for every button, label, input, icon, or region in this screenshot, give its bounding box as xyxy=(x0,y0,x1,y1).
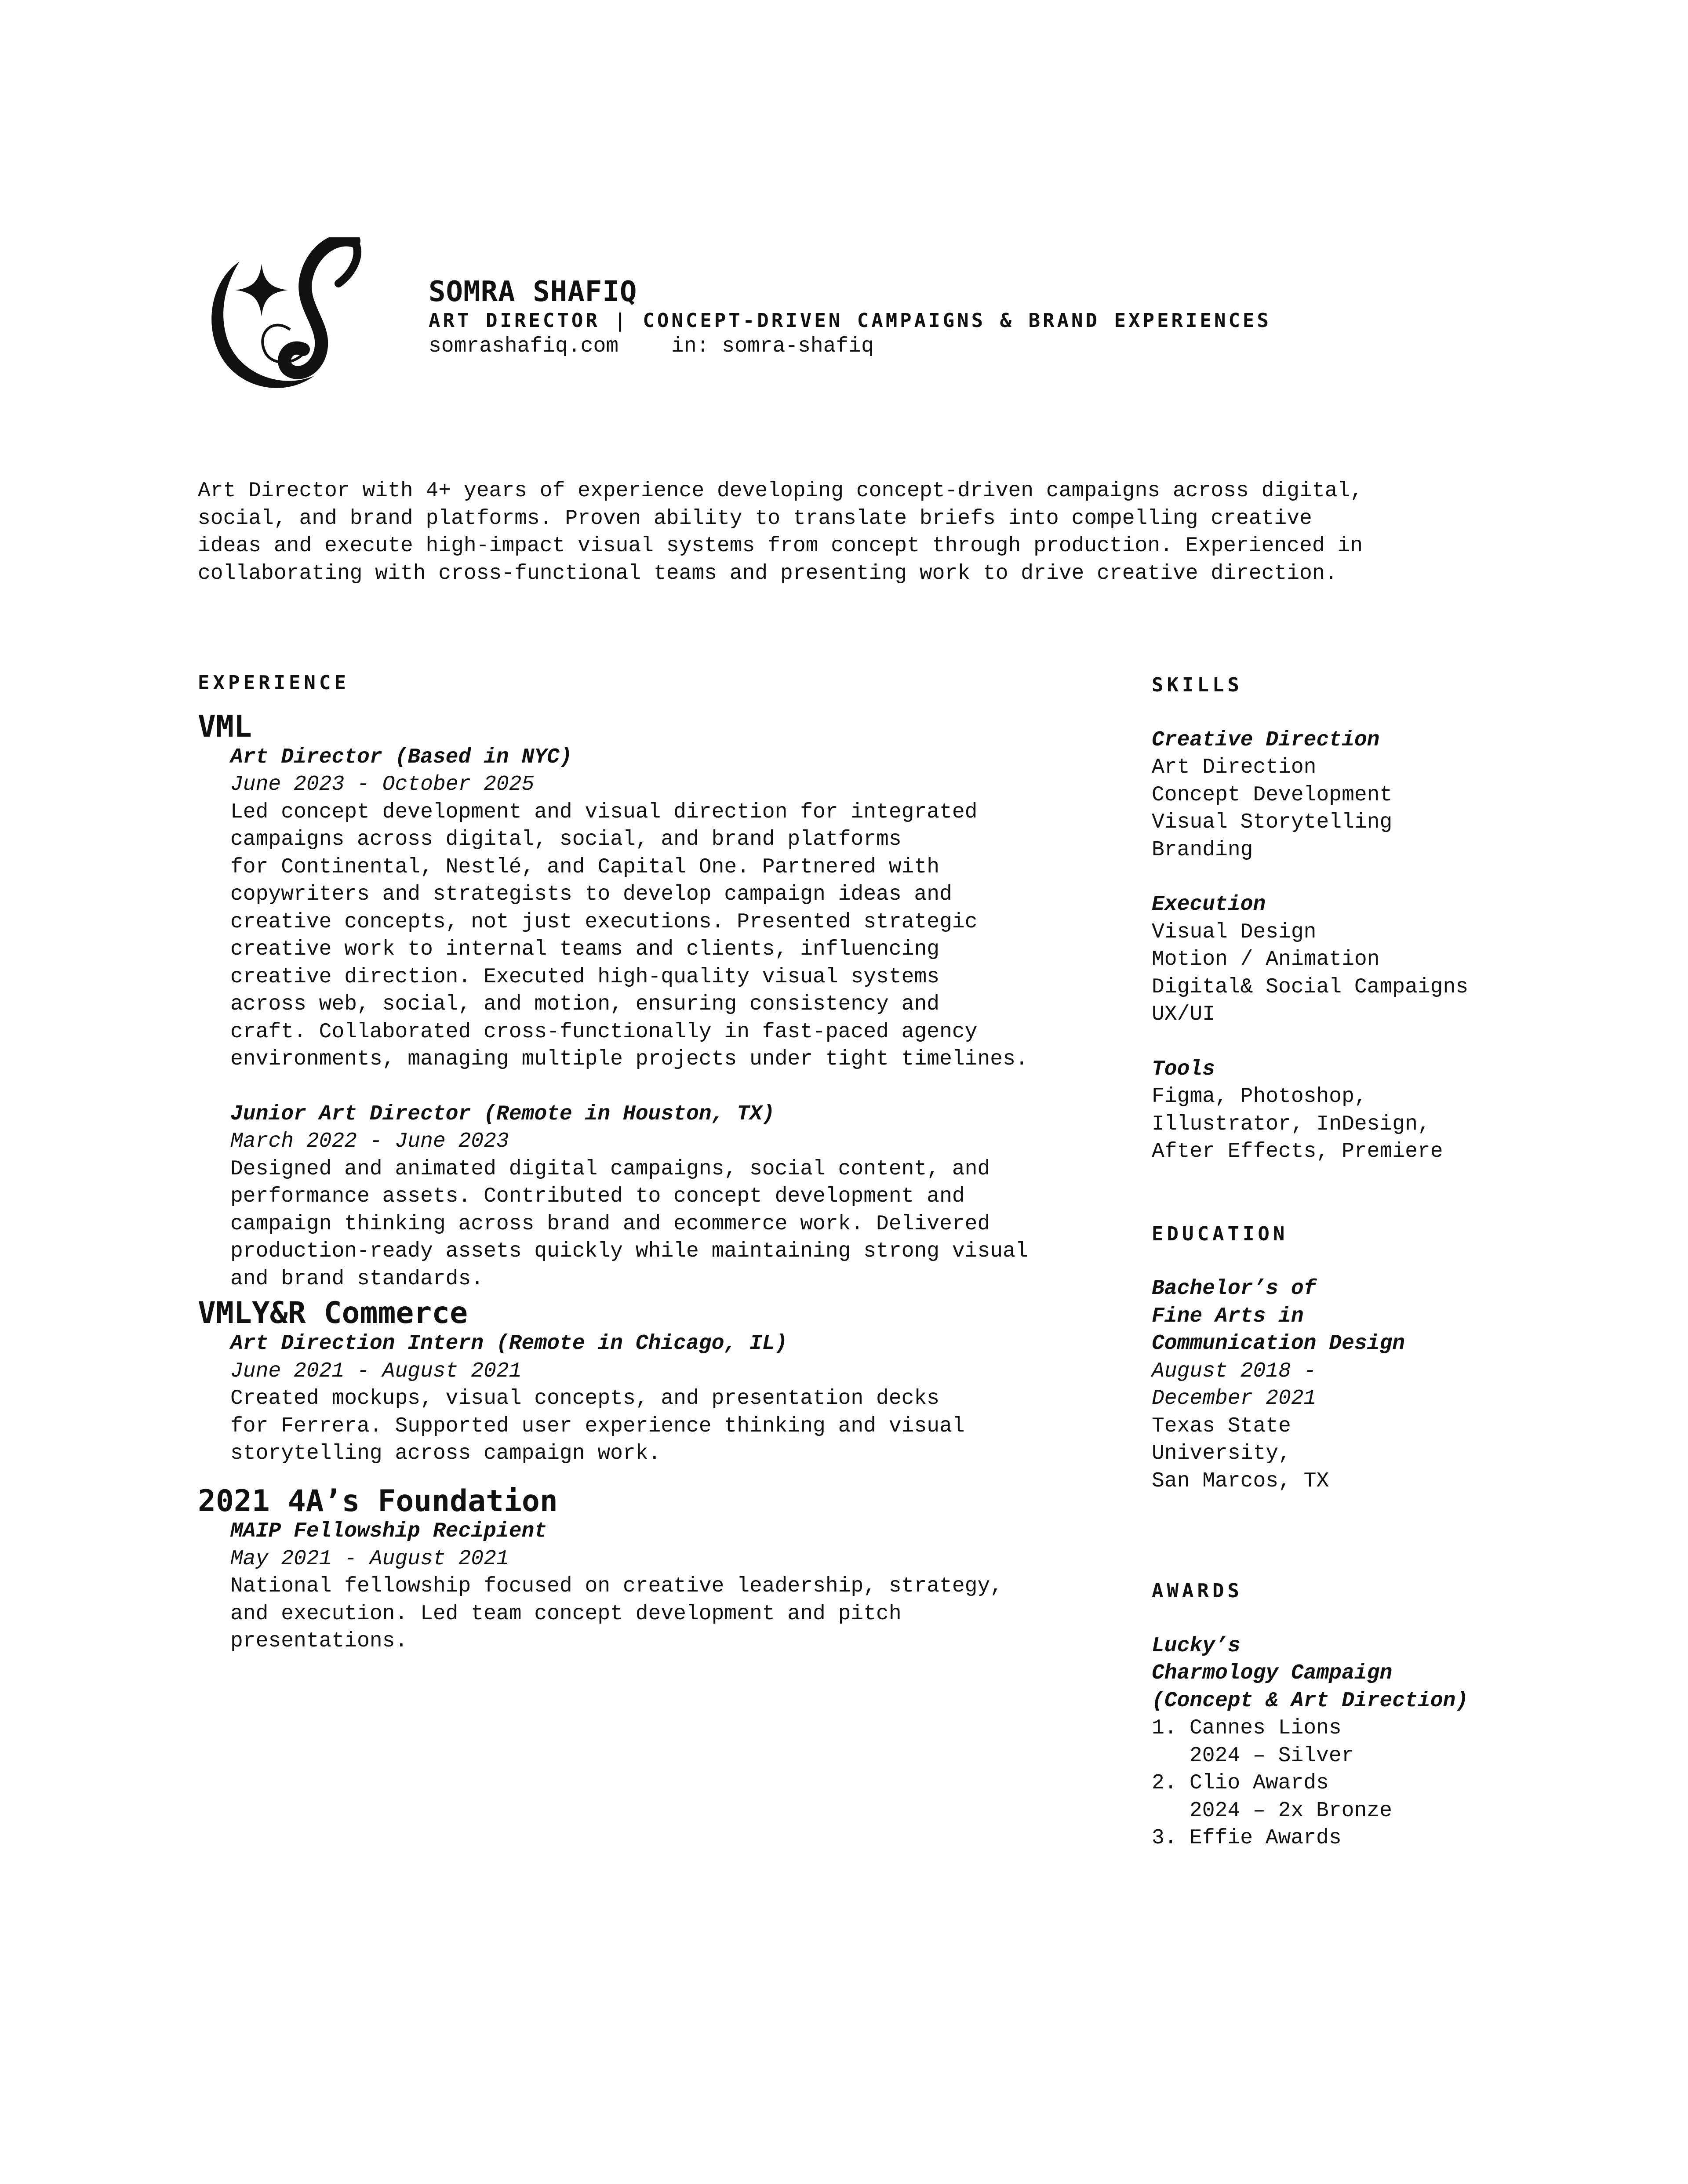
company-name: 2021 4A’s Foundation xyxy=(198,1483,558,1519)
candidate-tagline: ART DIRECTOR | CONCEPT-DRIVEN CAMPAIGNS & BRAND EXPERIENCES xyxy=(429,309,1271,332)
award-campaign-line: Lucky’s xyxy=(1152,1634,1241,1658)
role-dates: March 2022 - June 2023 xyxy=(230,1130,509,1154)
award-item xyxy=(1152,1715,1657,1770)
monogram-logo xyxy=(198,237,374,413)
role-block xyxy=(198,744,1143,1073)
role-block xyxy=(198,1101,1143,1293)
company-name: VML xyxy=(198,709,252,744)
skill-group xyxy=(1152,727,1657,864)
skill-item: Branding xyxy=(1152,838,1253,862)
award-name: Cannes Lions xyxy=(1190,1716,1342,1740)
school-line: University, xyxy=(1152,1442,1291,1465)
award-campaign-line: Charmology Campaign xyxy=(1152,1661,1393,1685)
skill-item: Concept Development xyxy=(1152,783,1393,807)
role-description: National fellowship focused on creative leadership, strategy, and execution. Led team concept development and pitch presentations. xyxy=(230,1574,1003,1653)
role-dates: June 2021 - August 2021 xyxy=(230,1359,522,1383)
experience-section xyxy=(198,672,1143,1655)
skill-item: Digital& Social Campaigns xyxy=(1152,975,1469,999)
award-detail: 2024 – Silver xyxy=(1190,1744,1354,1768)
degree-line: Bachelor’s of xyxy=(1152,1277,1317,1301)
role-title: Art Direction Intern (Remote in Chicago, IL) xyxy=(230,1332,788,1356)
role-description: Created mockups, visual concepts, and presentation decks for Ferrera. Supported user experience thinking and visual storytelling across campaign work. xyxy=(230,1387,965,1466)
award-number: 1. xyxy=(1152,1716,1177,1740)
degree-line: Communication Design xyxy=(1152,1332,1405,1355)
skill-item: Visual Storytelling xyxy=(1152,810,1393,834)
role-dates: June 2023 - October 2025 xyxy=(230,773,535,797)
skill-item: UX/UI xyxy=(1152,1003,1215,1026)
contact-line xyxy=(429,334,1271,358)
degree-line: Fine Arts in xyxy=(1152,1304,1304,1328)
skill-group xyxy=(1152,891,1657,1028)
skill-list xyxy=(1152,1083,1657,1166)
skills-heading: SKILLS xyxy=(1152,674,1243,696)
award-name: Clio Awards xyxy=(1190,1771,1329,1795)
role-dates: May 2021 - August 2021 xyxy=(230,1547,509,1571)
award-item xyxy=(1152,1770,1657,1824)
award-item xyxy=(1152,1824,1657,1852)
sidebar-column xyxy=(1152,672,1657,1852)
awards-heading: AWARDS xyxy=(1152,1580,1243,1602)
education-dates: August 2018 - xyxy=(1152,1359,1317,1383)
skill-item: Visual Design xyxy=(1152,920,1317,944)
award-number: 3. xyxy=(1152,1826,1177,1850)
school-line: Texas State xyxy=(1152,1414,1291,1438)
skill-item: After Effects, Premiere xyxy=(1152,1140,1443,1163)
website-link[interactable]: somrashafiq.com xyxy=(429,334,619,358)
role-description: Designed and animated digital campaigns, social content, and performance assets. Contributed to concept development and campaign thinking across brand and ecommerce work. Delivered production-ready assets quickly while maintaining strong visual and brand standards. xyxy=(230,1157,1028,1291)
skill-group-title: Execution xyxy=(1152,893,1266,916)
skill-item: Motion / Animation xyxy=(1152,948,1380,971)
company-name: VMLY&R Commerce xyxy=(198,1296,468,1331)
education-block xyxy=(1152,1275,1657,1495)
skill-list xyxy=(1152,754,1657,864)
role-title: MAIP Fellowship Recipient xyxy=(230,1519,547,1544)
experience-heading: EXPERIENCE xyxy=(198,672,349,694)
candidate-name: SOMRA SHAFIQ xyxy=(429,276,637,308)
skill-item: Illustrator, InDesign, xyxy=(1152,1112,1430,1136)
skill-list xyxy=(1152,919,1657,1028)
resume-header xyxy=(429,276,1271,358)
education-dates: December 2021 xyxy=(1152,1387,1317,1410)
awards-block xyxy=(1152,1632,1657,1852)
award-name: Effie Awards xyxy=(1190,1826,1342,1850)
company-block xyxy=(198,1485,1143,1655)
skill-group-title: Creative Direction xyxy=(1152,728,1380,752)
skill-item: Figma, Photoshop, xyxy=(1152,1085,1367,1108)
summary-paragraph: Art Director with 4+ years of experience developing concept-driven campaigns across digital, social, and brand platforms. Proven ability to translate briefs into compelling creative ideas and execute high-impact visual systems from concept through production. Experienced in collaborating with cross-functional teams and presenting work to drive creative direction. xyxy=(198,479,1363,585)
role-title: Junior Art Director (Remote in Houston, TX) xyxy=(230,1102,775,1126)
award-number: 2. xyxy=(1152,1771,1177,1795)
award-detail: 2024 – 2x Bronze xyxy=(1190,1799,1392,1823)
skill-item: Art Direction xyxy=(1152,756,1317,779)
school-line: San Marcos, TX xyxy=(1152,1469,1329,1493)
education-heading: EDUCATION xyxy=(1152,1222,1288,1245)
role-description: Led concept development and visual direction for integrated campaigns across digital, social, and brand platforms for Continental, Nestlé, and Capital One. Partnered with copywriters and strategists to develop campaign ideas and creative concepts, not just executions. Presented strategic creative work to internal teams and clients, influencing creative direction. Executed high-quality visual systems across web, social, and motion, ensuring consistency and craft. Collaborated cross-functionally in fast-paced agency environments, managing multiple projects under tight timelines. xyxy=(230,800,1028,1072)
role-block xyxy=(198,1330,1143,1468)
skill-group xyxy=(1152,1056,1657,1166)
role-block xyxy=(198,1518,1143,1655)
skill-group-title: Tools xyxy=(1152,1057,1215,1081)
company-block xyxy=(198,1297,1143,1467)
company-block xyxy=(198,711,1143,1293)
award-campaign-line: (Concept & Art Direction) xyxy=(1152,1689,1469,1713)
awards-list xyxy=(1152,1715,1657,1852)
role-title: Art Director (Based in NYC) xyxy=(230,745,572,769)
linkedin-link[interactable]: in: somra-shafiq xyxy=(671,334,874,358)
